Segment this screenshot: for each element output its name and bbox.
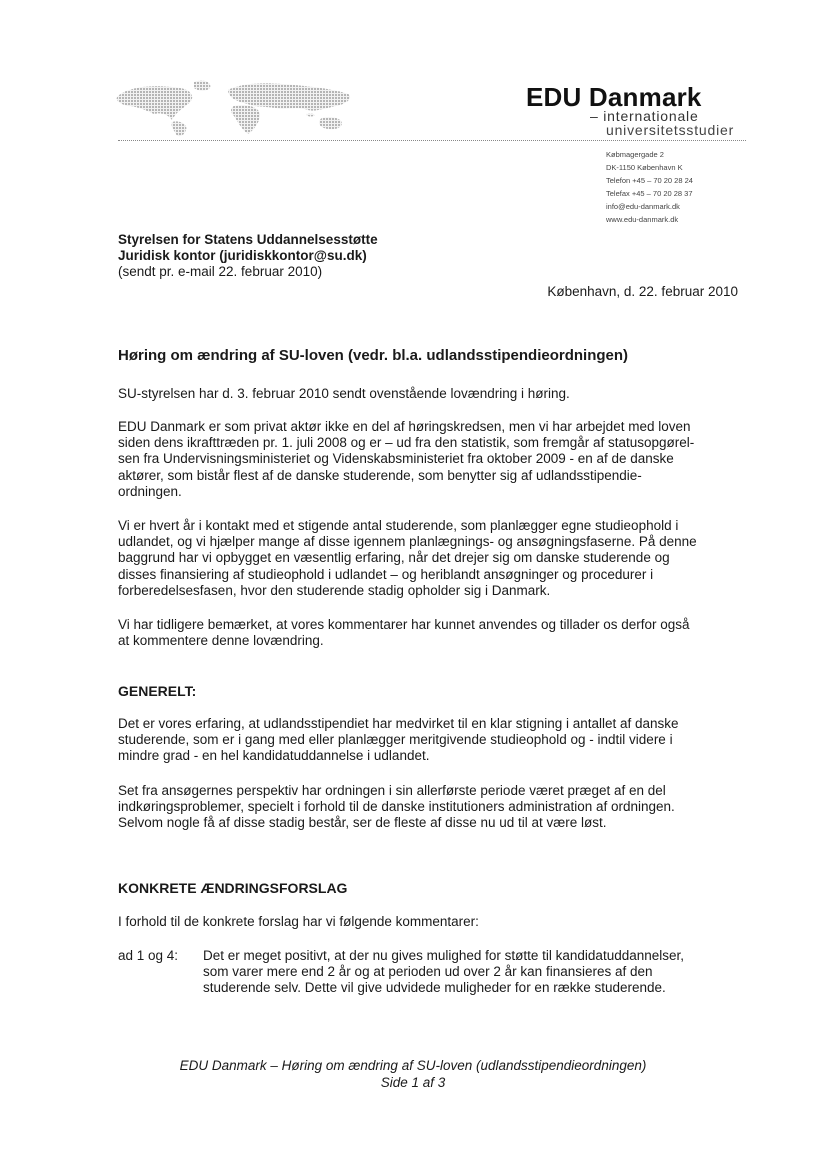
paragraph-line: indkøringsproblemer, specielt i forhold til de danske institutioners administration af ordningen.: [118, 799, 675, 815]
paragraph-line: mindre grad - en hel kandidatuddannelse i udlandet.: [118, 748, 430, 764]
contact-website: www.edu-danmark.dk: [606, 215, 679, 224]
general-paragraph-2: [118, 783, 738, 832]
recipient-name: Styrelsen for Statens Uddannelsesstøtte: [118, 232, 378, 247]
paragraph-line: aktører, som bistår flest af de danske studerende, som benytter sig af udlandsstipendie-: [118, 467, 642, 483]
letterhead-divider: [118, 140, 746, 141]
paragraph-line: ordningen.: [118, 483, 182, 499]
contact-city: DK-1150 København K: [606, 163, 683, 172]
paragraph-line: som varer mere end 2 år og at perioden ud over 2 år kan finansieres af den: [203, 964, 653, 980]
contact-address: Købmagergade 2: [606, 150, 664, 159]
page-footer: [0, 1057, 826, 1091]
contact-block: [606, 148, 693, 226]
recipient-department: Juridisk kontor (juridiskkontor@su.dk): [118, 248, 367, 263]
company-name: EDU Danmark: [526, 82, 702, 112]
paragraph-line: disses finansiering af studieophold i udlandet – og heriblandt ansøgninger og procedurer i: [118, 566, 654, 582]
recipient-block: [118, 232, 378, 280]
contact-fax: Telefax +45 – 70 20 28 37: [606, 189, 693, 198]
company-tagline-1: – internationale: [590, 108, 699, 124]
proposal-item-label: ad 1 og 4:: [118, 948, 179, 963]
company-tagline-2: universitetsstudier: [606, 122, 735, 138]
proposal-item-text: [203, 948, 684, 997]
paragraph-line: sen fra Undervisningsministeriet og Videnskabsministeriet fra oktober 2009 - en af de danske: [118, 451, 674, 467]
paragraph-line: siden dens ikrafttræden pr. 1. juli 2008 og er – ud fra den statistik, som fremgår af statusopgørel-: [118, 435, 695, 451]
section-heading-proposals: KONKRETE ÆNDRINGSFORSLAG: [118, 880, 348, 896]
paragraph-3: [118, 518, 738, 599]
paragraph-2: [118, 419, 738, 500]
letter-subject: Høring om ændring af SU-loven (vedr. bl.a. udlandsstipendieordningen): [118, 347, 629, 364]
recipient-sent-note: (sendt pr. e-mail 22. februar 2010): [118, 264, 323, 279]
contact-email: info@edu-danmark.dk: [606, 202, 680, 211]
paragraph-line: udlandet, og vi hjælper mange af disse igennem planlægnings- og ansøgningsfaserne. På denne: [118, 534, 697, 550]
world-map-icon: [110, 76, 360, 138]
paragraph-line: Vi har tidligere bemærket, at vores kommentarer har kunnet anvendes og tillader os derfor også: [118, 617, 690, 632]
paragraph-line: SU-styrelsen har d. 3. februar 2010 sendt ovenstående lovændring i høring.: [118, 386, 570, 401]
paragraph-4: [118, 617, 738, 649]
paragraph-line: Det er meget positivt, at der nu gives mulighed for støtte til kandidatuddannelser,: [203, 948, 685, 963]
paragraph-line: Vi er hvert år i kontakt med et stigende antal studerende, som planlægger egne studieophold i: [118, 518, 679, 533]
paragraph-line: forberedelsesfasen, hvor den studerende stadig opholder sig i Danmark.: [118, 582, 551, 598]
paragraph-line: EDU Danmark er som privat aktør ikke en del af høringskredsen, men vi har arbejdet med loven: [118, 419, 691, 434]
paragraph-line: studerende, som er i gang med eller planlægger meritgivende studieophold og - indtil videre i: [118, 732, 673, 748]
footer-title: EDU Danmark – Høring om ændring af SU-loven (udlandsstipendieordningen): [179, 1058, 647, 1073]
paragraph-line: baggrund har vi opbygget en væsentlig erfaring, når det drejer sig om danske studerende og: [118, 550, 670, 566]
paragraph-line: at kommentere denne lovændring.: [118, 633, 324, 649]
contact-phone: Telefon +45 – 70 20 28 24: [606, 176, 693, 185]
paragraph-1: [118, 386, 738, 402]
proposals-intro: I forhold til de konkrete forslag har vi følgende kommentarer:: [118, 914, 479, 929]
paragraph-line: Set fra ansøgernes perspektiv har ordningen i sin allerførste periode været præget af en del: [118, 783, 666, 798]
date-line: København, d. 22. februar 2010: [547, 284, 738, 299]
paragraph-line: Det er vores erfaring, at udlandsstipendiet har medvirket til en klar stigning i antallet af danske: [118, 716, 679, 731]
page-number: Side 1 af 3: [380, 1075, 446, 1090]
general-paragraph-1: [118, 716, 738, 765]
paragraph-line: studerende selv. Dette vil give udvidede muligheder for en række studerende.: [203, 980, 666, 996]
paragraph-line: Selvom nogle få af disse stadig består, ser de fleste af disse nu ud til at være løst.: [118, 815, 607, 831]
section-heading-general: GENERELT:: [118, 683, 197, 699]
